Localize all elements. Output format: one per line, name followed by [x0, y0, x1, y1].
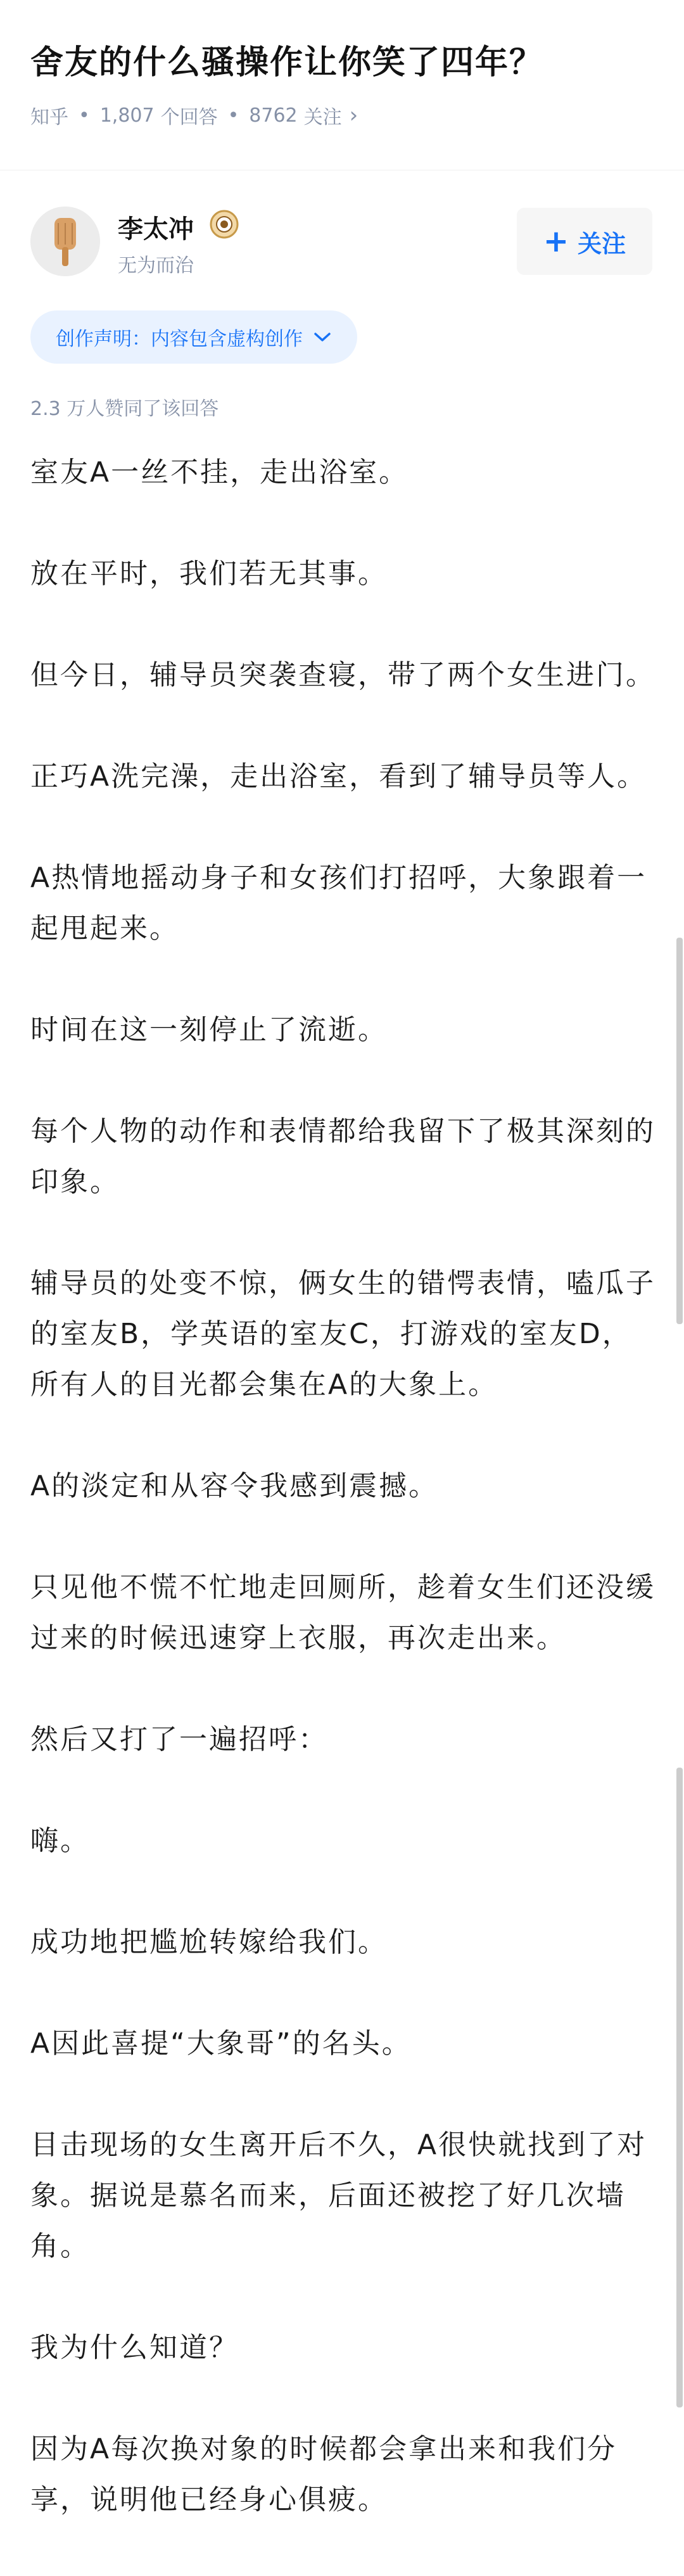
answer-paragraph: 目击现场的女生离开后不久，A很快就找到了对象。据说是慕名而来，后面还被挖了好几次墙角。: [30, 2129, 647, 2262]
answer-paragraph: 嗨。: [30, 1825, 90, 1857]
question-title[interactable]: 舍友的什么骚操作让你笑了四年？: [30, 44, 544, 82]
creation-statement-label: 创作声明：内容包含虚构创作: [56, 328, 303, 350]
chevron-right-icon: ›: [349, 103, 358, 128]
answer-paragraph: 只见他不慌不忙地走回厕所，趁着女生们还没缓过来的时候迅速穿上衣服，再次走出来。: [30, 1571, 656, 1654]
follower-count-label: 关注: [303, 106, 342, 129]
answer-count: 1,807: [99, 104, 155, 127]
author-row: [0, 190, 684, 291]
eye-badge-icon: [209, 209, 239, 239]
author-name[interactable]: 李太冲: [118, 215, 194, 244]
meta-separator: •: [79, 104, 90, 127]
answer-count-label: 个回答: [160, 106, 218, 129]
question-header: [0, 0, 684, 170]
scrollbar-thumb[interactable]: [676, 1768, 683, 2407]
answer-paragraph: 辅导员的处变不惊，俩女生的错愕表情，嗑瓜子的室友B，学英语的室友C，打游戏的室友D，所有人的目光都会集在A的大象上。: [30, 1267, 656, 1401]
author-bio: 无为而治: [118, 255, 194, 277]
answer-paragraph: 室友A一丝不挂，走出浴室。: [30, 456, 409, 488]
avatar[interactable]: [30, 207, 100, 276]
question-meta[interactable]: [30, 101, 358, 129]
site-name: 知乎: [30, 106, 68, 129]
answer-paragraph: 然后又打了一遍招呼：: [30, 1723, 328, 1756]
avatar-image: [30, 207, 100, 276]
answer-paragraph: 我为什么知道？: [30, 2331, 239, 2364]
scrollbar[interactable]: [674, 0, 684, 2575]
answer-paragraph: A因此喜提“大象哥”的名头。: [30, 2027, 412, 2060]
follow-label: 关注: [578, 229, 626, 258]
answer-body: [30, 447, 657, 2576]
answer-paragraph: A热情地摇动身子和女孩们打招呼，大象跟着一起甩起来。: [30, 862, 647, 945]
scrollbar-thumb[interactable]: [676, 938, 683, 1324]
answer-paragraph: 成功地把尴尬转嫁给我们。: [30, 1926, 388, 1958]
answer-paragraph: 正巧A洗完澡，走出浴室，看到了辅导员等人。: [30, 760, 647, 793]
plus-icon: +: [543, 224, 569, 259]
answer-paragraph: 时间在这一刻停止了流逝。: [30, 1014, 388, 1046]
answer-paragraph: 放在平时，我们若无其事。: [30, 558, 388, 590]
answer-paragraph: 因为A每次换对象的时候都会拿出来和我们分享，说明他已经身心俱疲。: [30, 2433, 618, 2516]
creation-statement-tag[interactable]: [30, 310, 357, 364]
answer-paragraph: 但今日，辅导员突袭查寝，带了两个女生进门。: [30, 659, 656, 691]
chevron-down-icon: [313, 326, 332, 348]
answer-paragraph: A的淡定和从容令我感到震撼。: [30, 1470, 439, 1502]
answer-paragraph: 每个人物的动作和表情都给我留下了极其深刻的印象。: [30, 1115, 656, 1198]
follow-button[interactable]: [517, 208, 652, 275]
meta-separator: •: [227, 104, 239, 127]
follower-count: 8762: [249, 104, 298, 127]
vote-summary: 2.3 万人赞同了该回答: [30, 398, 219, 420]
